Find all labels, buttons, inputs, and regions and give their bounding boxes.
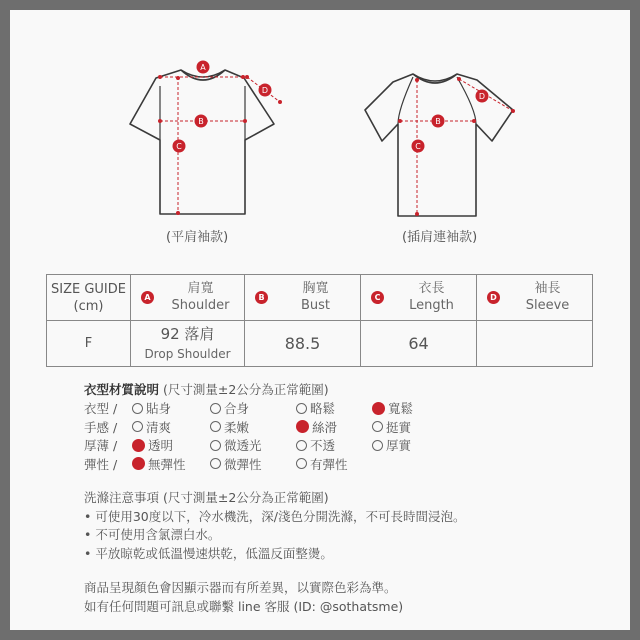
material-option-label: 絲滑	[312, 419, 338, 435]
badge-b-right	[432, 115, 445, 128]
empty-circle-icon	[132, 403, 143, 414]
cell-shoulder	[131, 321, 245, 367]
material-option	[210, 436, 262, 454]
material-section	[84, 380, 484, 473]
material-option	[296, 399, 335, 417]
material-option-label: 挺實	[386, 419, 412, 435]
care-section	[84, 488, 465, 562]
header-shoulder-zh: 肩寬	[187, 281, 214, 296]
material-option-label: 略鬆	[310, 401, 336, 416]
material-option	[296, 455, 348, 473]
material-option-label: 微彈性	[224, 456, 262, 472]
material-option	[132, 399, 171, 417]
cell-size: F	[47, 321, 131, 367]
material-option	[132, 455, 186, 473]
svg-text:D: D	[478, 92, 486, 101]
header-sleeve-zh: 袖長	[534, 281, 561, 296]
tee-diagram-raglan	[365, 74, 513, 216]
shoulder-note: Drop Shoulder	[144, 346, 231, 361]
header-bust-en: Bust	[300, 298, 331, 313]
material-row-label: 厚薄 /	[84, 438, 118, 454]
svg-text:C: C	[415, 142, 421, 151]
header-sleeve-en: Sleeve	[525, 298, 570, 313]
empty-circle-icon	[132, 421, 143, 432]
size-guide-table	[46, 274, 593, 367]
material-rows	[84, 399, 484, 473]
badge-c: C	[371, 291, 384, 304]
selected-dot-icon	[132, 457, 145, 470]
material-option-label: 透明	[148, 438, 174, 454]
empty-circle-icon	[210, 440, 221, 451]
empty-circle-icon	[210, 421, 221, 432]
svg-text:C: C	[176, 142, 182, 151]
shoulder-value: 92 落肩	[160, 324, 215, 343]
selected-dot-icon	[296, 420, 309, 433]
material-option-label: 無彈性	[148, 456, 186, 472]
note-color-disclaimer: 商品呈現顏色會因顯示器而有所差異，以實際色彩為準。	[84, 580, 397, 595]
notes-section	[84, 578, 403, 616]
material-row	[84, 455, 484, 474]
badge-b-left	[195, 115, 208, 128]
material-option	[132, 418, 171, 436]
note-contact: 如有任何問題可訊息或聯繫 line 客服 (ID: @sothatsme)	[84, 599, 404, 614]
size-diagrams	[0, 0, 640, 250]
material-option-label: 有彈性	[310, 456, 348, 472]
size-guide-unit: (cm)	[73, 298, 104, 314]
table-header-row	[47, 275, 593, 321]
caption-set-in-sleeve: (平肩袖款)	[166, 230, 229, 245]
svg-text:B: B	[435, 117, 441, 126]
material-row	[84, 436, 484, 455]
table-row	[47, 321, 593, 367]
header-length-en: Length	[409, 298, 454, 313]
cell-bust: 88.5	[245, 321, 361, 367]
empty-circle-icon	[296, 403, 307, 414]
caption-raglan-sleeve: (插肩連袖款)	[402, 230, 478, 245]
care-line-3: • 平放晾乾或低溫慢速烘乾，低溫反面整燙。	[84, 545, 333, 561]
header-length-zh: 衣長	[418, 281, 445, 296]
badge-a: A	[141, 291, 154, 304]
material-row-label: 手感 /	[84, 419, 118, 435]
cell-length: 64	[361, 321, 477, 367]
material-option	[296, 436, 335, 454]
header-shoulder-en: Shoulder	[171, 298, 230, 313]
empty-circle-icon	[372, 440, 383, 451]
empty-circle-icon	[372, 421, 383, 432]
material-option-label: 不透	[310, 438, 336, 454]
material-option	[132, 436, 173, 454]
material-option-label: 厚實	[386, 438, 412, 454]
material-row-label: 衣型 /	[84, 401, 118, 416]
selected-dot-icon	[372, 402, 385, 415]
care-line-2: • 不可使用含氯漂白水。	[84, 527, 221, 542]
material-option-label: 微透光	[224, 438, 262, 454]
material-option	[210, 399, 249, 417]
tee-diagram-set-in	[130, 70, 274, 214]
header-size-guide	[47, 275, 131, 321]
material-option-label: 寬鬆	[388, 401, 414, 416]
material-title-note: (尺寸測量±2公分為正常範圍)	[159, 382, 329, 397]
selected-dot-icon	[132, 439, 145, 452]
cell-sleeve	[477, 321, 593, 367]
header-bust	[245, 275, 361, 321]
material-option-label: 合身	[224, 401, 250, 416]
material-title	[84, 380, 484, 399]
empty-circle-icon	[296, 440, 307, 451]
material-title-main: 衣型材質說明	[84, 382, 160, 397]
header-length	[361, 275, 477, 321]
material-option-label: 貼身	[146, 401, 172, 416]
material-option	[296, 418, 337, 436]
empty-circle-icon	[210, 458, 221, 469]
badge-d-right	[476, 90, 489, 103]
badge-b: B	[255, 291, 268, 304]
material-option	[372, 436, 411, 454]
size-guide-label: SIZE GUIDE	[51, 281, 126, 297]
material-row	[84, 418, 484, 437]
svg-text:A: A	[200, 63, 206, 72]
empty-circle-icon	[296, 458, 307, 469]
svg-text:D: D	[261, 86, 269, 95]
material-row	[84, 399, 484, 418]
material-option-label: 清爽	[146, 419, 172, 435]
care-line-1: • 可使用30度以下，冷水機洗，深/淺色分開洗滌，不可長時間浸泡。	[84, 508, 466, 524]
tee-outline-left	[130, 70, 274, 214]
material-option	[372, 399, 413, 417]
badge-a-left	[197, 61, 210, 74]
header-sleeve	[477, 275, 593, 321]
svg-text:B: B	[198, 117, 204, 126]
badge-c-left	[173, 140, 186, 153]
material-option	[210, 455, 262, 473]
header-bust-zh: 胸寬	[302, 281, 329, 296]
header-shoulder	[131, 275, 245, 321]
material-option-label: 柔嫩	[224, 419, 250, 435]
tee-outline-right	[365, 74, 513, 216]
material-option	[210, 418, 249, 436]
material-option	[372, 418, 411, 436]
badge-d: D	[487, 291, 500, 304]
badge-c-right	[412, 140, 425, 153]
material-row-label: 彈性 /	[84, 456, 118, 472]
badge-d-left	[259, 84, 272, 97]
care-title: 洗滌注意事項 (尺寸測量±2公分為正常範圍)	[84, 490, 329, 505]
empty-circle-icon	[210, 403, 221, 414]
